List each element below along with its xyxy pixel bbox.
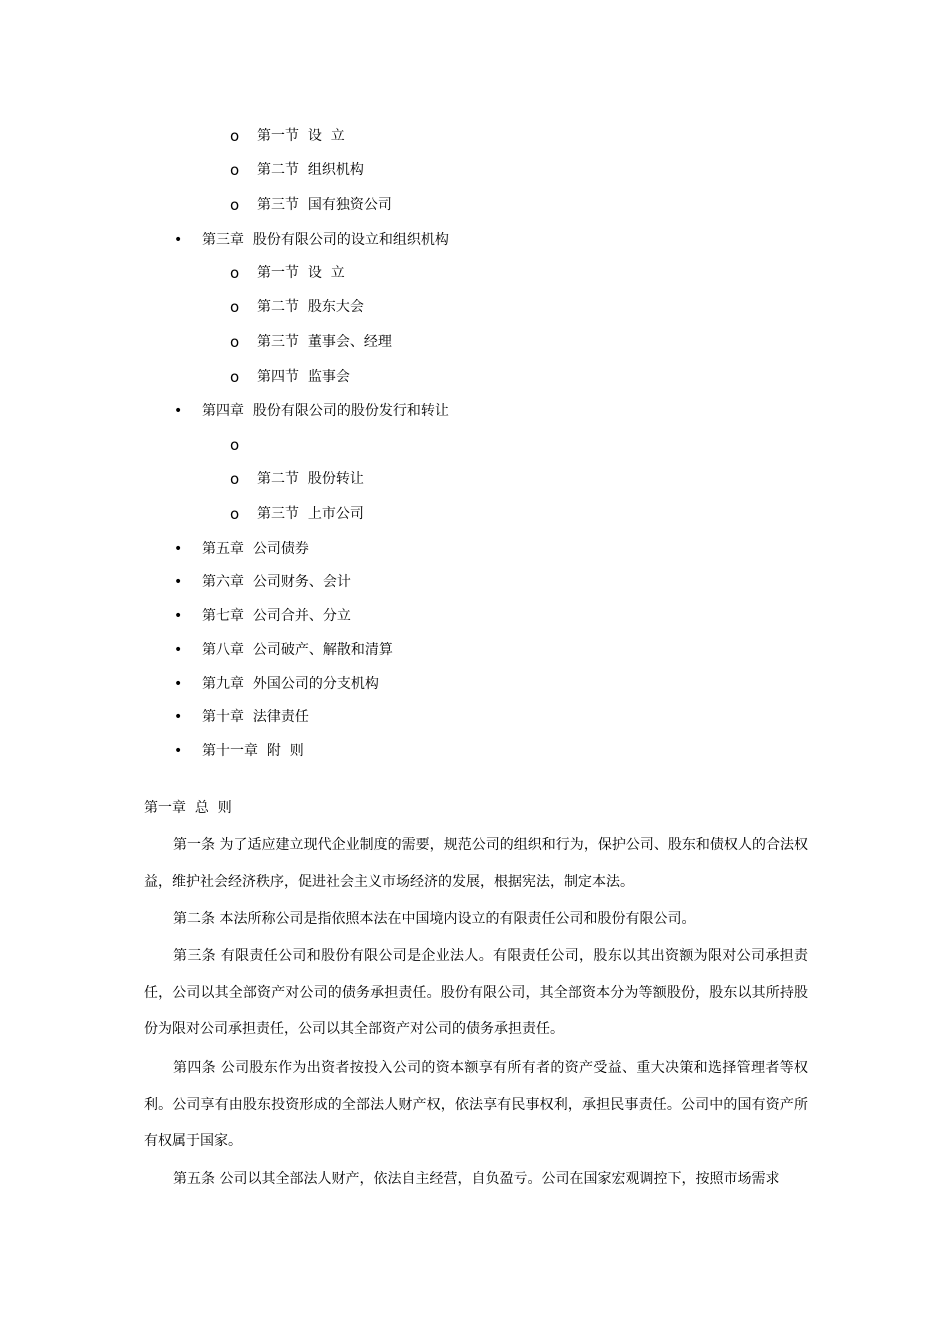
- bullet-icon: •: [174, 676, 183, 692]
- toc-item-label: 第二节 股份转让: [257, 471, 364, 487]
- bullet-icon: •: [174, 743, 183, 759]
- circle-bullet-icon: o: [230, 196, 240, 214]
- circle-bullet-icon: o: [230, 127, 240, 145]
- article-2: [144, 901, 808, 938]
- chapter-heading: 第一章 总 则: [144, 800, 232, 816]
- bullet-icon: •: [174, 709, 183, 725]
- bullet-icon: •: [174, 232, 183, 248]
- toc-item-label: 第三节 董事会、经理: [257, 334, 392, 350]
- circle-bullet-icon: o: [230, 264, 240, 282]
- circle-bullet-icon: o: [230, 436, 240, 454]
- bullet-icon: •: [174, 403, 183, 419]
- article-text: 第一条 为了适应建立现代企业制度的需要，规范公司的组织和行为，保护公司、股东和债权人的合法权益，维护社会经济秩序，促进社会主义市场经济的发展，根据宪法，制定本法。: [144, 837, 808, 890]
- toc-item-label: 第八章 公司破产、解散和清算: [202, 642, 393, 658]
- circle-bullet-icon: o: [230, 368, 240, 386]
- toc-item-label: 第三章 股份有限公司的设立和组织机构: [202, 232, 449, 248]
- circle-bullet-icon: o: [230, 470, 240, 488]
- article-1: [144, 827, 808, 900]
- toc-item-label: 第三节 国有独资公司: [257, 197, 392, 213]
- circle-bullet-icon: o: [230, 161, 240, 179]
- toc-item-label: 第二节 组织机构: [257, 162, 364, 178]
- article-5: [144, 1161, 808, 1198]
- toc-item-label: 第四节 监事会: [257, 369, 350, 385]
- toc-item-label: 第七章 公司合并、分立: [202, 608, 351, 624]
- toc-item-label: 第五章 公司债券: [202, 541, 309, 557]
- article-3: [144, 938, 808, 1048]
- circle-bullet-icon: o: [230, 505, 240, 523]
- toc-item-label: 第十章 法律责任: [202, 709, 309, 725]
- toc-item-label: 第十一章 附 则: [202, 743, 304, 759]
- toc-item-label: 第四章 股份有限公司的股份发行和转让: [202, 403, 449, 419]
- bullet-icon: •: [174, 608, 183, 624]
- circle-bullet-icon: o: [230, 333, 240, 351]
- bullet-icon: •: [174, 642, 183, 658]
- article-text: 第三条 有限责任公司和股份有限公司是企业法人。有限责任公司，股东以其出资额为限对公司承担责任，公司以其全部资产对公司的债务承担责任。股份有限公司，其全部资本分为等额股份，股东以其所持股份为限对公司承担责任，公司以其全部资产对公司的债务承担责任。: [144, 948, 808, 1038]
- toc-item-label: 第九章 外国公司的分支机构: [202, 676, 379, 692]
- toc-item-label: 第六章 公司财务、会计: [202, 574, 351, 590]
- article-text: 第四条 公司股东作为出资者按投入公司的资本额享有所有者的资产受益、重大决策和选择管理者等权利。公司享有由股东投资形成的全部法人财产权，依法享有民事权利，承担民事责任。公司中的国有资产所有权属于国家。: [144, 1060, 808, 1150]
- toc-item-label: 第三节 上市公司: [257, 506, 364, 522]
- article-text: 第二条 本法所称公司是指依照本法在中国境内设立的有限责任公司和股份有限公司。: [173, 911, 696, 927]
- toc-item-label: 第二节 股东大会: [257, 299, 364, 315]
- article-4: [144, 1050, 808, 1160]
- toc-item-label: 第一节 设 立: [257, 128, 345, 144]
- circle-bullet-icon: o: [230, 298, 240, 316]
- article-text: 第五条 公司以其全部法人财产，依法自主经营，自负盈亏。公司在国家宏观调控下，按照市场需求: [173, 1171, 780, 1187]
- bullet-icon: •: [174, 574, 183, 590]
- bullet-icon: •: [174, 541, 183, 557]
- toc-item-label: 第一节 设 立: [257, 265, 345, 281]
